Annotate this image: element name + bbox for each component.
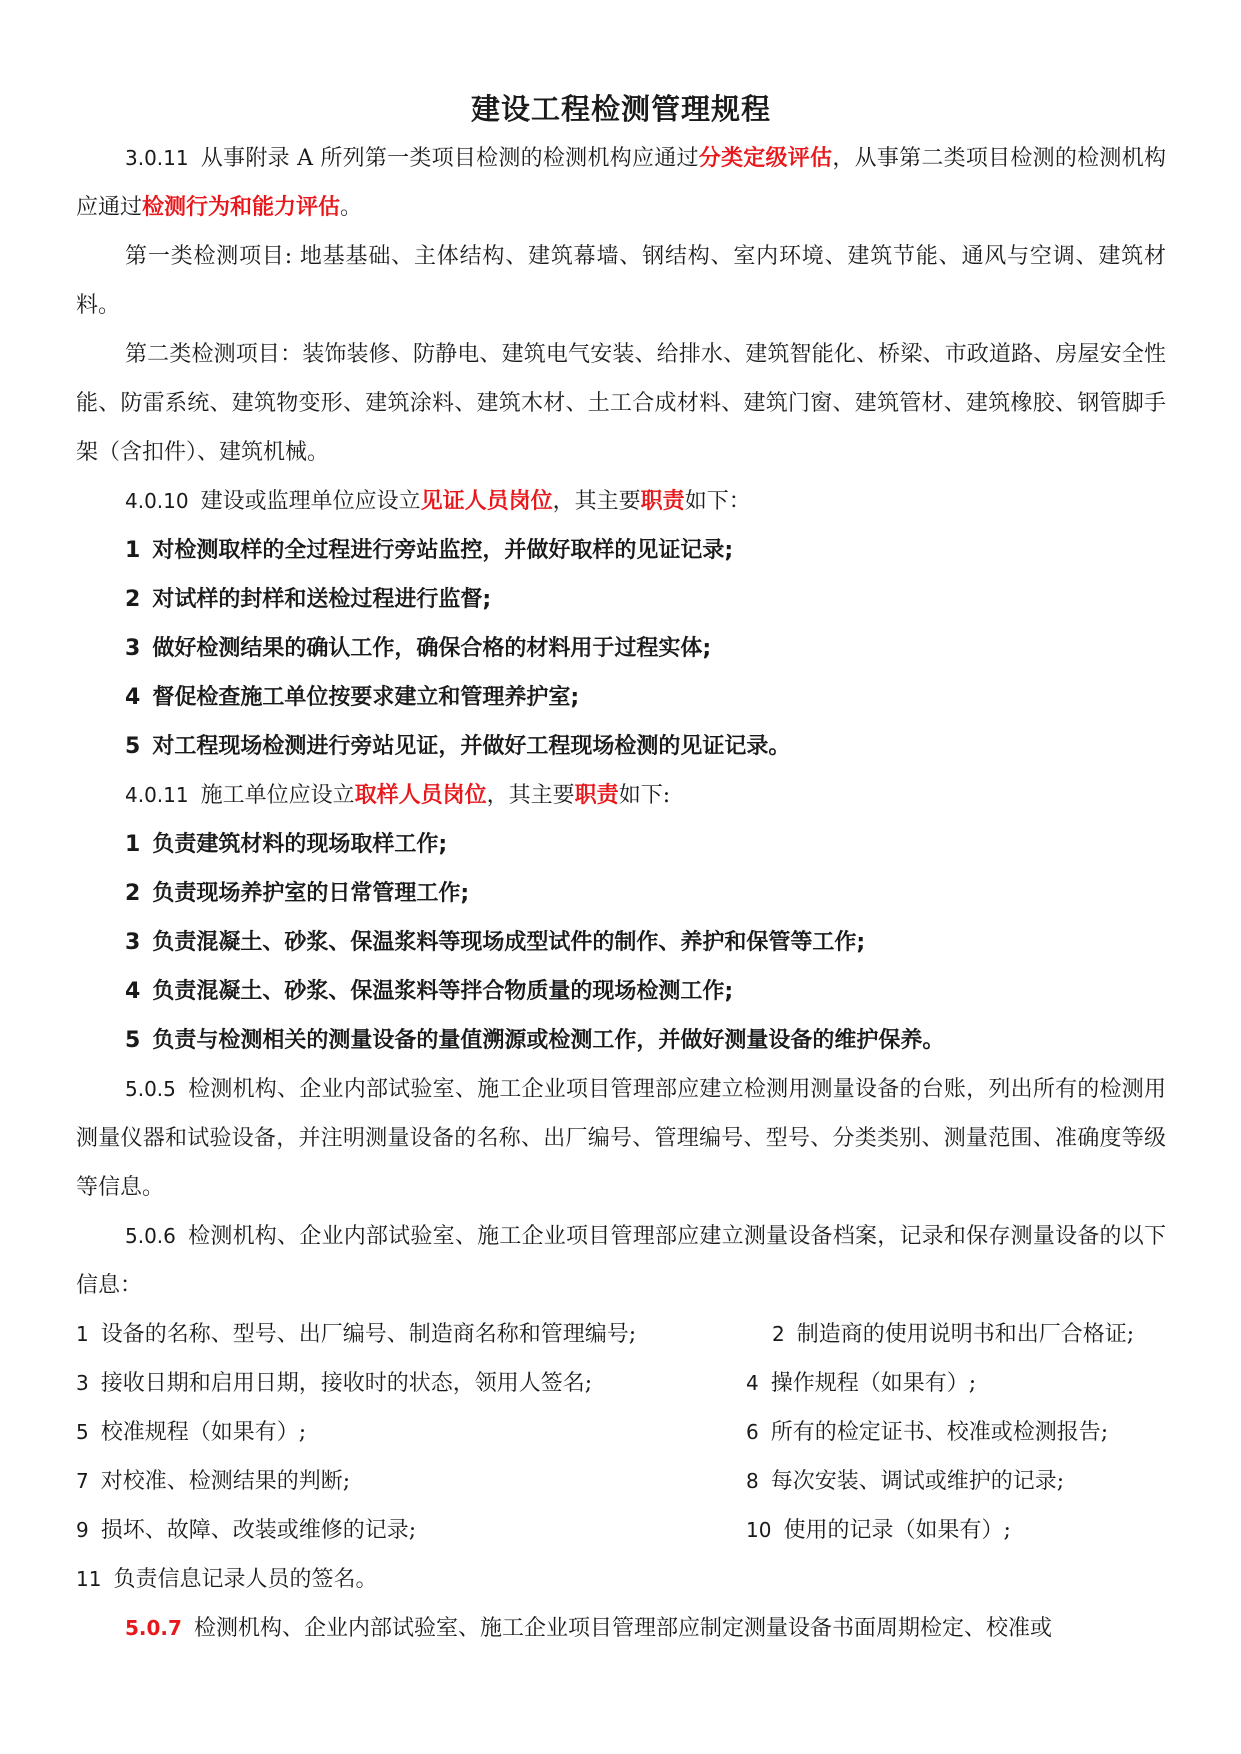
item-index: 10 (746, 1518, 772, 1542)
highlight-text: 职责 (640, 488, 685, 514)
item-index: 8 (746, 1469, 759, 1493)
item-index: 4 (746, 1371, 759, 1395)
document-page (76, 86, 1166, 1653)
list-item (76, 526, 1166, 575)
list-item (76, 1457, 746, 1506)
list-item (76, 1016, 1166, 1065)
clause-number: 5.0.6 (125, 1224, 176, 1248)
item-text: 对校准、检测结果的判断; (100, 1469, 351, 1494)
clause-text: 建设或监理单位应设立 (200, 489, 421, 514)
item-text: 负责与检测相关的测量设备的量值溯源或检测工作，并做好测量设备的维护保养。 (152, 1028, 945, 1053)
list-item (76, 624, 1166, 673)
item-text: 每次安装、调试或维护的记录; (770, 1469, 1065, 1494)
item-text: 操作规程（如果有）; (770, 1371, 977, 1396)
item-text: 对检测取样的全过程进行旁站监控，并做好取样的见证记录; (152, 538, 734, 563)
list-item (76, 967, 1166, 1016)
item-index: 2 (125, 587, 141, 612)
item-text: 使用的记录（如果有）; (783, 1518, 1011, 1543)
clause-5-0-6 (76, 1212, 1166, 1310)
list-row (76, 1506, 1166, 1555)
item-index: 3 (76, 1371, 89, 1395)
item-index: 4 (125, 685, 141, 710)
class-one-items: 第一类检测项目: 地基基础、主体结构、建筑幕墙、钢结构、室内环境、建筑节能、通风与空调、建筑材料。 (76, 244, 1166, 318)
list-item (746, 1408, 1166, 1457)
item-index: 5 (125, 734, 141, 759)
item-index: 7 (76, 1469, 89, 1493)
clause-text: ，从事第二类项目检测的检测机构应通过 (76, 146, 1166, 220)
clause-number: 4.0.11 (125, 783, 189, 807)
item-text: 对试样的封样和送检过程进行监督; (152, 587, 492, 612)
clause-text: 检测机构、企业内部试验室、施工企业项目管理部应建立测量设备档案，记录和保存测量设备的以下信息： (76, 1224, 1166, 1298)
item-text: 做好检测结果的确认工作，确保合格的材料用于过程实体; (152, 636, 712, 661)
item-index: 3 (125, 930, 141, 955)
clause-text: 检测机构、企业内部试验室、施工企业项目管理部应建立检测用测量设备的台账，列出所有的检测用测量仪器和试验设备，并注明测量设备的名称、出厂编号、管理编号、型号、分类类别、测量范围、准确度等级等信息。 (76, 1077, 1166, 1200)
item-index: 2 (125, 881, 141, 906)
clause-number: 3.0.11 (125, 146, 189, 170)
clause-5-0-7 (76, 1604, 1166, 1653)
item-index: 4 (125, 979, 141, 1004)
list-item (746, 1506, 1166, 1555)
list-item (76, 673, 1166, 722)
item-text: 督促检查施工单位按要求建立和管理养护室; (152, 685, 580, 710)
list-row (76, 1457, 1166, 1506)
sampler-duties-list (76, 820, 1166, 1065)
clause-text: 从事附录 A 所列第一类项目检测的检测机构应通过 (200, 146, 699, 171)
item-text: 负责信息记录人员的签名。 (113, 1567, 378, 1592)
item-index: 5 (125, 1028, 141, 1053)
highlight-text: 见证人员岗位 (420, 488, 553, 514)
clause-4-0-11 (76, 771, 1166, 820)
clause-4-0-10 (76, 477, 1166, 526)
list-item (76, 1359, 746, 1408)
clause-number: 4.0.10 (125, 489, 189, 513)
item-text: 制造商的使用说明书和出厂合格证; (796, 1322, 1135, 1347)
item-index: 1 (76, 1322, 89, 1346)
clause-3-0-11 (76, 134, 1166, 232)
item-text: 所有的检定证书、校准或检测报告; (770, 1420, 1109, 1445)
list-item (76, 1310, 772, 1359)
item-index: 9 (76, 1518, 89, 1542)
item-index: 1 (125, 832, 141, 857)
item-text: 接收日期和启用日期，接收时的状态，领用人签名; (100, 1371, 593, 1396)
item-text: 损坏、故障、改装或维修的记录; (100, 1518, 417, 1543)
list-item (76, 1408, 746, 1457)
list-item (76, 722, 1166, 771)
highlight-text: 检测行为和能力评估 (142, 194, 341, 220)
clause-text: 。 (340, 195, 363, 220)
document-title: 建设工程检测管理规程 (470, 92, 771, 126)
item-index: 2 (772, 1322, 785, 1346)
list-item (746, 1359, 1166, 1408)
list-row (76, 1408, 1166, 1457)
clause-text: 如下： (684, 489, 751, 514)
item-index: 3 (125, 636, 141, 661)
item-index: 11 (76, 1567, 102, 1591)
list-item (76, 820, 1166, 869)
clause-text: ，其主要 (552, 489, 641, 514)
item-text: 负责现场养护室的日常管理工作; (152, 881, 470, 906)
witness-duties-list (76, 526, 1166, 771)
highlight-text: 取样人员岗位 (354, 782, 487, 808)
item-text: 负责建筑材料的现场取样工作; (152, 832, 448, 857)
item-index: 5 (76, 1420, 89, 1444)
list-item (76, 918, 1166, 967)
clause-text: 施工单位应设立 (200, 783, 355, 808)
list-item (76, 1555, 1166, 1604)
list-item (76, 575, 1166, 624)
list-item (746, 1457, 1166, 1506)
list-item (772, 1310, 1166, 1359)
clause-text: ，其主要 (486, 783, 575, 808)
item-index: 6 (746, 1420, 759, 1444)
item-index: 1 (125, 538, 141, 563)
item-text: 负责混凝土、砂浆、保温浆料等现场成型试件的制作、养护和保管等工作; (152, 930, 866, 955)
device-info-list (76, 1310, 1166, 1604)
clause-text: 如下: (618, 783, 671, 808)
clause-text: 检测机构、企业内部试验室、施工企业项目管理部应制定测量设备书面周期检定、校准或 (193, 1616, 1052, 1641)
highlight-text: 分类定级评估 (698, 145, 833, 171)
item-text: 负责混凝土、砂浆、保温浆料等拌合物质量的现场检测工作; (152, 979, 734, 1004)
clause-number: 5.0.5 (125, 1077, 176, 1101)
clause-5-0-5 (76, 1065, 1166, 1212)
item-text: 校准规程（如果有）; (100, 1420, 307, 1445)
list-item (76, 1506, 746, 1555)
highlight-text: 职责 (574, 782, 619, 808)
list-item (76, 869, 1166, 918)
list-row (76, 1359, 1166, 1408)
list-row (76, 1310, 1166, 1359)
item-text: 设备的名称、型号、出厂编号、制造商名称和管理编号; (100, 1322, 637, 1347)
clause-number: 5.0.7 (125, 1616, 182, 1640)
item-text: 对工程现场检测进行旁站见证，并做好工程现场检测的见证记录。 (152, 734, 791, 759)
class-two-items: 第二类检测项目：装饰装修、防静电、建筑电气安装、给排水、建筑智能化、桥梁、市政道路、房屋安全性能、防雷系统、建筑物变形、建筑涂料、建筑木材、土工合成材料、建筑门窗、建筑管材、建筑橡胶、钢管脚手架（含扣件）、建筑机械。 (76, 342, 1166, 465)
